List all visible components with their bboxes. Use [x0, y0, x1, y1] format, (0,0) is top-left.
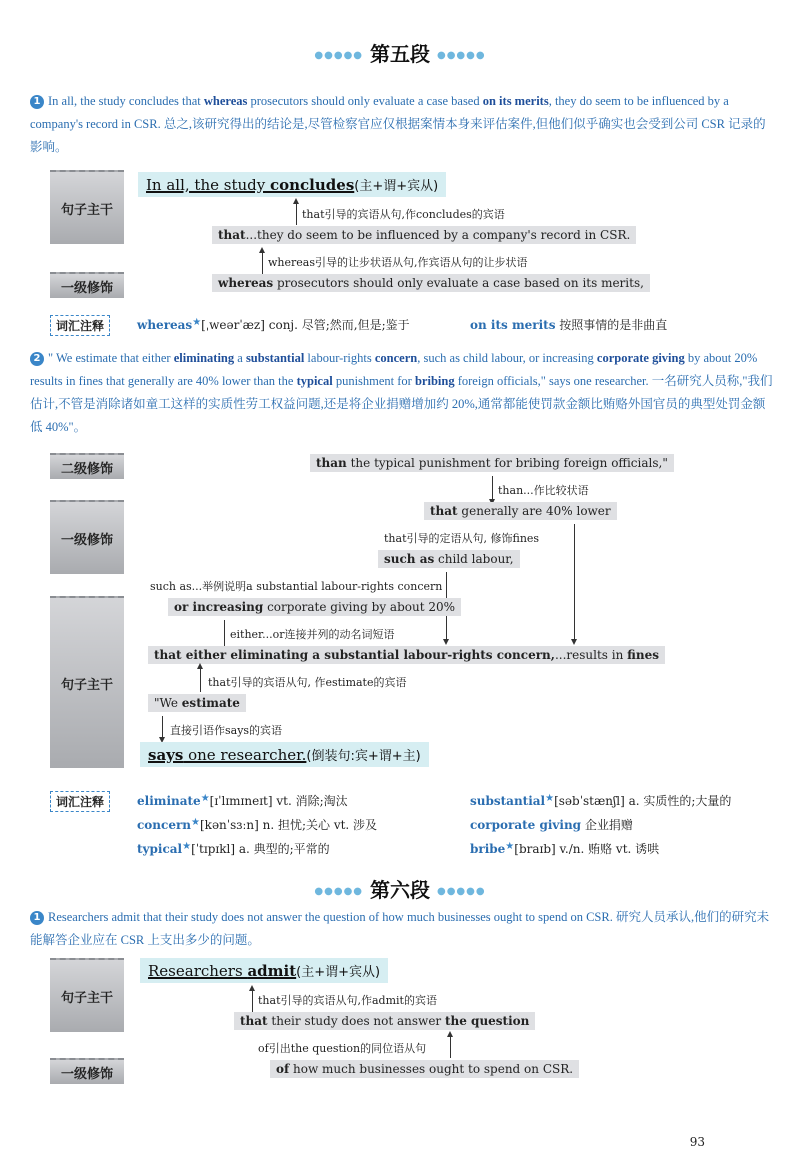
decor-dots-icon: ●●●●● [314, 50, 364, 61]
clause-keyword: than [316, 456, 347, 470]
star-icon: ★ [545, 793, 555, 804]
vocab-tag: 词汇注释 [50, 315, 110, 336]
paragraph-2 [30, 347, 775, 439]
clause-box [212, 274, 650, 292]
clause-box [148, 646, 665, 664]
main-subject: In all, the study [146, 176, 270, 194]
star-icon: ★ [192, 317, 202, 328]
vocab-definition: 企业捐赠 [581, 818, 633, 832]
vocab-entry [137, 792, 348, 809]
paragraph-3 [30, 906, 775, 952]
text-run: foreign officials," says one researcher. 一名研究人员称,"我们估计,不管是消除诸如童工这样的实质性劳工权益问题,还是将企业捐赠增加约 20%,通常都能使罚款金额比贿赂外国官员的典型处罚金额低 40%"。 [30, 374, 773, 434]
arrow-down-icon [162, 716, 163, 738]
vocab-entry [137, 316, 410, 333]
clause-box [310, 454, 674, 472]
main-clause-box [140, 958, 388, 983]
label-level1-modifier [50, 1058, 124, 1084]
label-text: 二级修饰 [60, 461, 113, 477]
vocab-word: on its merits [470, 318, 556, 332]
main-subject: one researcher. [183, 746, 307, 764]
clause-box [168, 598, 461, 616]
clause-text: how much businesses ought to spend on CSR. [289, 1062, 574, 1076]
clause-keyword: estimate [181, 696, 240, 710]
clause-keyword: fines [627, 648, 659, 662]
clause-keyword: of [276, 1062, 290, 1076]
section-title-text: 第六段 [370, 878, 430, 902]
clause-keyword: the question [444, 1014, 530, 1028]
label-text: 句子主干 [60, 202, 113, 218]
star-icon: ★ [200, 793, 210, 804]
annotation: that引导的定语从句, 修饰fines [384, 532, 540, 545]
label-text: 一级修饰 [60, 1066, 113, 1082]
arrow-up-icon [450, 1036, 451, 1058]
text-run: , they do seem to be influenced by a company's record in CSR. 总之,该研究得出的结论是,尽管检察官应仅根据案情本身来评估案件,但他们似乎确实也会受到公司 CSR 记录的影响。 [30, 94, 766, 154]
sentence-number-badge: 1 [30, 95, 44, 109]
arrow-down-icon [574, 524, 575, 640]
label-level2-modifier [50, 453, 124, 479]
keyword: concern [374, 351, 418, 365]
section-5-title [0, 38, 800, 67]
clause-text: prosecutors should only evaluate a case based on its merits, [273, 276, 644, 290]
arrow-up-icon [296, 203, 297, 225]
annotation: either...or连接并列的动名词短语 [230, 628, 395, 641]
label-main-clause [50, 170, 124, 244]
label-main-clause [50, 596, 124, 768]
clause-text: the typical punishment for bribing foreign officials," [346, 456, 668, 470]
sentence-number-badge: 2 [30, 352, 44, 366]
vocab-definition: [səbˈstænʃl] a. 实质性的;大量的 [554, 794, 732, 808]
text-run: Researchers admit that their study does not answer the question of how much businesses ought to spend on CSR. 研究人员承认,他们的研究未能解答企业应在 CSR 上支出多少的问题。 [30, 910, 770, 947]
annotation: that引导的宾语从句, 作estimate的宾语 [208, 676, 407, 689]
vocab-definition: [braɪb] v./n. 贿赂 vt. 诱哄 [514, 842, 660, 856]
main-subject: Researchers [148, 962, 248, 980]
vocab-entry [470, 316, 667, 333]
text-run: prosecutors should only evaluate a case based [247, 94, 483, 108]
clause-keyword: that either eliminating a substantial labour-rights concern, [154, 648, 555, 662]
clause-box [378, 550, 520, 568]
label-text: 一级修饰 [60, 280, 113, 296]
star-icon: ★ [182, 841, 192, 852]
keyword: corporate giving [596, 351, 685, 365]
keyword: whereas [203, 94, 248, 108]
text-run: punishment for [332, 374, 415, 388]
keyword: eliminating [173, 351, 235, 365]
structure-note: (倒装句:宾+谓+主) [306, 749, 421, 764]
main-verb: says [148, 746, 184, 764]
annotation: of引出the question的同位语从句 [258, 1042, 427, 1055]
decor-dots-icon: ●●●●● [436, 50, 486, 61]
section-title-text: 第五段 [370, 42, 430, 66]
vocab-definition: [kənˈsɜːn] n. 担忧;关心 vt. 涉及 [200, 818, 378, 832]
clause-text: ...results in [554, 648, 628, 662]
label-text: 句子主干 [60, 677, 113, 693]
clause-box [424, 502, 617, 520]
arrow-up-icon [200, 668, 201, 692]
text-run: " We estimate that either [48, 351, 174, 365]
label-text: 句子主干 [60, 990, 113, 1006]
clause-keyword: or increasing [174, 600, 264, 614]
clause-text: "We [154, 696, 182, 710]
keyword: typical [296, 374, 333, 388]
clause-box [234, 1012, 535, 1030]
text-run: , such as child labour, or increasing [417, 351, 597, 365]
clause-keyword: that [218, 228, 246, 242]
clause-box [148, 694, 246, 712]
label-text: 一级修饰 [60, 532, 113, 548]
vocab-word: typical [137, 842, 183, 856]
label-main-clause [50, 958, 124, 1032]
connector-line [224, 620, 225, 646]
clause-text: corporate giving by about 20% [263, 600, 456, 614]
arrow-up-icon [262, 252, 263, 274]
vocab-entry [137, 840, 330, 857]
vocab-definition: [ˌweərˈæz] conj. 尽管;然而,但是;鉴于 [201, 318, 410, 332]
text-run: In all, the study concludes that [48, 94, 204, 108]
label-level1-modifier [50, 500, 124, 574]
structure-note: (主+谓+宾从) [296, 965, 381, 980]
structure-note: (主+谓+宾从) [354, 179, 439, 194]
clause-text: child labour, [434, 552, 514, 566]
clause-keyword: that [430, 504, 458, 518]
paragraph-1 [30, 90, 775, 159]
vocab-definition: 按照事情的是非曲直 [555, 318, 668, 332]
vocab-definition: [ˈtɪpɪkl] a. 典型的;平常的 [191, 842, 330, 856]
section-6-title [0, 874, 800, 903]
keyword: bribing [414, 374, 455, 388]
star-icon: ★ [505, 841, 515, 852]
vocab-word: concern [137, 818, 192, 832]
annotation: than...作比较状语 [498, 484, 589, 497]
annotation: that引导的宾语从句,作admit的宾语 [258, 994, 437, 1007]
vocab-tag: 词汇注释 [50, 791, 110, 812]
vocab-definition: [ɪˈlɪmɪneɪt] vt. 消除;淘汰 [209, 794, 348, 808]
star-icon: ★ [191, 817, 200, 828]
arrow-down-icon [492, 476, 493, 500]
main-clause-box [138, 172, 446, 197]
main-clause-box [140, 742, 429, 767]
vocab-entry [470, 840, 659, 857]
decor-dots-icon: ●●●●● [314, 886, 364, 897]
annotation: 直接引语作says的宾语 [170, 724, 283, 737]
page-number: 93 [689, 1135, 705, 1149]
clause-text: generally are 40% lower [457, 504, 611, 518]
keyword: substantial [245, 351, 305, 365]
clause-keyword: that [240, 1014, 268, 1028]
clause-text: ...they do seem to be influenced by a company's record in CSR. [245, 228, 631, 242]
main-verb: admit [247, 962, 297, 980]
clause-keyword: such as [384, 552, 435, 566]
vocab-entry [470, 816, 633, 833]
arrow-up-icon [252, 990, 253, 1012]
vocab-entry [137, 816, 377, 833]
vocab-word: substantial [470, 794, 546, 808]
clause-box [212, 226, 636, 244]
vocab-word: bribe [470, 842, 506, 856]
clause-keyword: whereas [218, 276, 274, 290]
vocab-entry [470, 792, 731, 809]
text-run: labour-rights [304, 351, 375, 365]
vocab-word: corporate giving [470, 818, 582, 832]
keyword: on its merits [482, 94, 549, 108]
vocab-word: eliminate [137, 794, 201, 808]
vocab-word: whereas [137, 318, 193, 332]
text-run: a [234, 351, 246, 365]
main-verb: concludes [270, 176, 355, 194]
clause-box [270, 1060, 579, 1078]
label-level1-modifier [50, 272, 124, 298]
decor-dots-icon: ●●●●● [436, 886, 486, 897]
clause-text: their study does not answer [267, 1014, 445, 1028]
annotation: whereas引导的让步状语从句,作宾语从句的让步状语 [268, 256, 528, 269]
sentence-number-badge: 1 [30, 911, 44, 925]
annotation: such as...举例说明a substantial labour-rights concern [150, 580, 443, 593]
annotation: that引导的宾语从句,作concludes的宾语 [302, 208, 505, 221]
text-run: by about 20% results in fines that generally are 40% lower than the [30, 351, 758, 388]
